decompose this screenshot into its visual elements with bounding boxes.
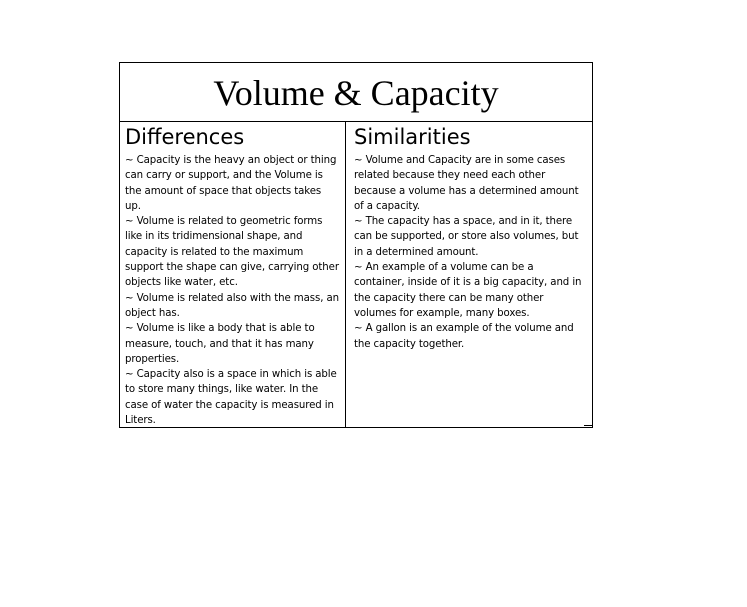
difference-item: ~ Volume is like a body that is able to measure, touch, and that it has many properties. <box>125 323 315 365</box>
title-row <box>120 63 592 122</box>
columns-row <box>120 122 592 427</box>
table-corner-mark <box>584 425 593 426</box>
differences-heading: Differences <box>125 125 245 149</box>
similarities-column <box>346 122 592 427</box>
similarities-heading: Similarities <box>354 125 471 149</box>
similarity-item: ~ Volume and Capacity are in some cases related because they need each other because a volume has a determined amount of a capacity. <box>354 155 579 212</box>
difference-item: ~ Volume is related to geometric forms like in its tridimensional shape, and capacity is related to the maximum support the shape can give, carrying other objects like water, etc. <box>125 216 339 289</box>
similarity-item: ~ The capacity has a space, and in it, there can be supported, or store also volumes, but in a determined amount. <box>354 216 579 258</box>
difference-item: ~ Capacity also is a space in which is able to store many things, like water. In the case of water the capacity is measured in Liters. <box>125 369 337 427</box>
document-title: Volume & Capacity <box>213 73 499 113</box>
similarity-item: ~ A gallon is an example of the volume and the capacity together. <box>354 323 574 350</box>
similarity-item: ~ An example of a volume can be a container, inside of it is a big capacity, and in the capacity there can be many other volumes for example, many boxes. <box>354 262 582 319</box>
comparison-table <box>119 62 593 428</box>
difference-item: ~ Capacity is the heavy an object or thing can carry or support, and the Volume is the amount of space that objects takes up. <box>125 155 337 212</box>
differences-column <box>120 122 346 427</box>
difference-item: ~ Volume is related also with the mass, an object has. <box>125 292 339 319</box>
